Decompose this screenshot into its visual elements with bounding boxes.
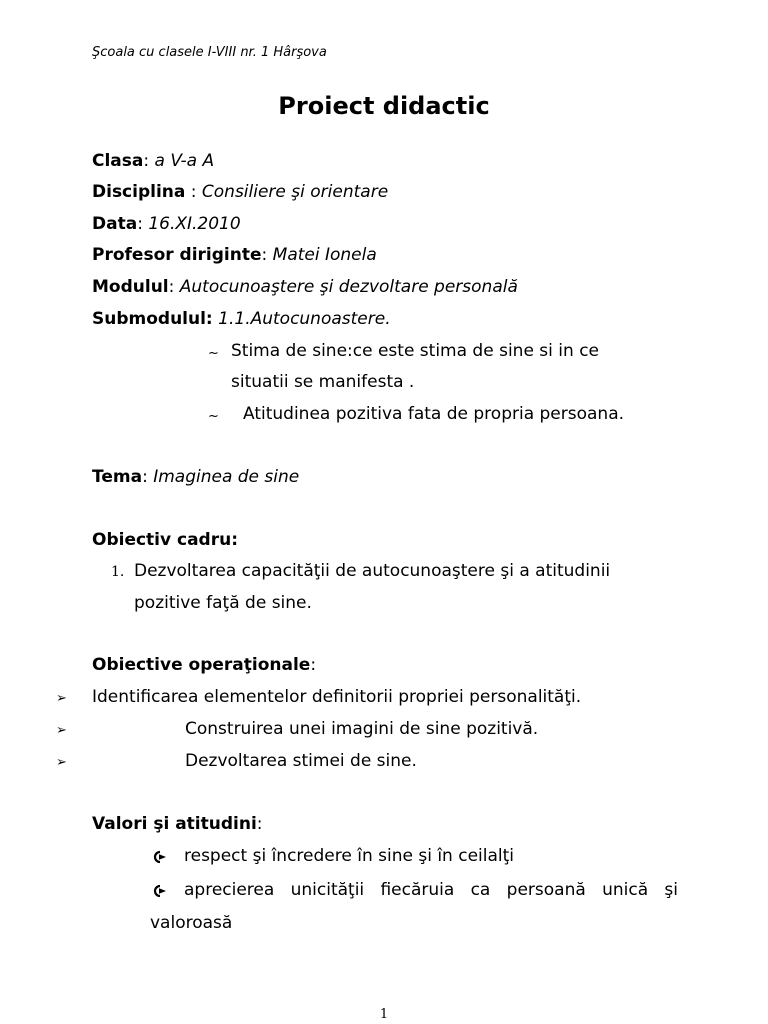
field-modulul [92, 279, 518, 296]
field-value: a V-a A [154, 151, 215, 171]
heading-text: Obiective operaţionale [92, 655, 311, 675]
field-value: Consiliere şi orientare [201, 182, 389, 202]
heading-separator: : [310, 655, 317, 675]
arrowhead-bullet-icon: ➢ [56, 691, 67, 706]
curved-arrow-bullet-icon [150, 884, 168, 898]
heading-text: Valori şi atitudini [92, 814, 257, 834]
tilde-marker: ~ [208, 346, 219, 361]
field-submodulul [92, 311, 391, 328]
page-title: Proiect didactic [278, 92, 490, 120]
field-label: Clasa [92, 151, 144, 171]
curved-arrow-bullet-icon [150, 850, 168, 864]
field-label: Data [92, 214, 138, 234]
school-header: Şcoala cu clasele I-VIII nr. 1 Hârşova [92, 45, 327, 60]
list-item-continuation: valoroasă [150, 913, 233, 933]
section-heading-obiective-operationale [92, 657, 316, 674]
tema-line [92, 469, 299, 486]
list-item: aprecierea unicităţii fiecăruia ca persoană unică şi [184, 880, 678, 900]
arrowhead-bullet-icon: ➢ [56, 723, 67, 738]
section-heading-valori [92, 816, 263, 833]
field-separator: : [137, 214, 149, 234]
list-number: 1. [111, 564, 125, 580]
tilde-marker: ~ [208, 409, 219, 424]
arrowhead-bullet-icon: ➢ [56, 755, 67, 770]
field-label: Profesor diriginte [92, 245, 262, 265]
field-label: Disciplina [92, 182, 186, 202]
field-value: 1.1.Autocunoastere. [218, 309, 391, 329]
field-disciplina [92, 184, 388, 201]
field-separator: : [185, 182, 202, 202]
list-item: Stima de sine:ce este stima de sine si in ce [231, 341, 599, 361]
field-separator: : [143, 151, 155, 171]
field-separator: : [168, 277, 180, 297]
tema-separator: : [142, 467, 154, 487]
field-separator: : [261, 245, 273, 265]
page-number: 1 [379, 1007, 389, 1022]
heading-separator: : [256, 814, 263, 834]
section-heading-obiectiv-cadru: Obiectiv cadru: [92, 530, 239, 550]
field-label: Modulul [92, 277, 169, 297]
list-item: Construirea unei imagini de sine pozitivă. [185, 719, 539, 739]
list-item-continuation: situatii se manifesta . [231, 372, 415, 392]
field-data [92, 216, 241, 233]
list-item: respect şi încredere în sine şi în ceilalţi [184, 846, 515, 866]
list-item: Identificarea elementelor definitorii propriei personalităţi. [92, 687, 582, 707]
field-label: Submodulul: [92, 309, 213, 329]
field-value: 16.XI.2010 [148, 214, 241, 234]
tema-value: Imaginea de sine [153, 467, 300, 487]
field-value: Matei Ionela [272, 245, 377, 265]
list-item: Dezvoltarea capacităţii de autocunoaştere şi a atitudinii [134, 561, 611, 581]
field-clasa [92, 153, 214, 170]
field-value: Autocunoaştere şi dezvoltare personală [179, 277, 518, 297]
field-profesor [92, 247, 377, 264]
list-item-continuation: pozitive faţă de sine. [134, 593, 312, 613]
tema-label: Tema [92, 467, 143, 487]
list-item: Dezvoltarea stimei de sine. [185, 751, 417, 771]
list-item: Atitudinea pozitiva fata de propria persoana. [243, 404, 625, 424]
